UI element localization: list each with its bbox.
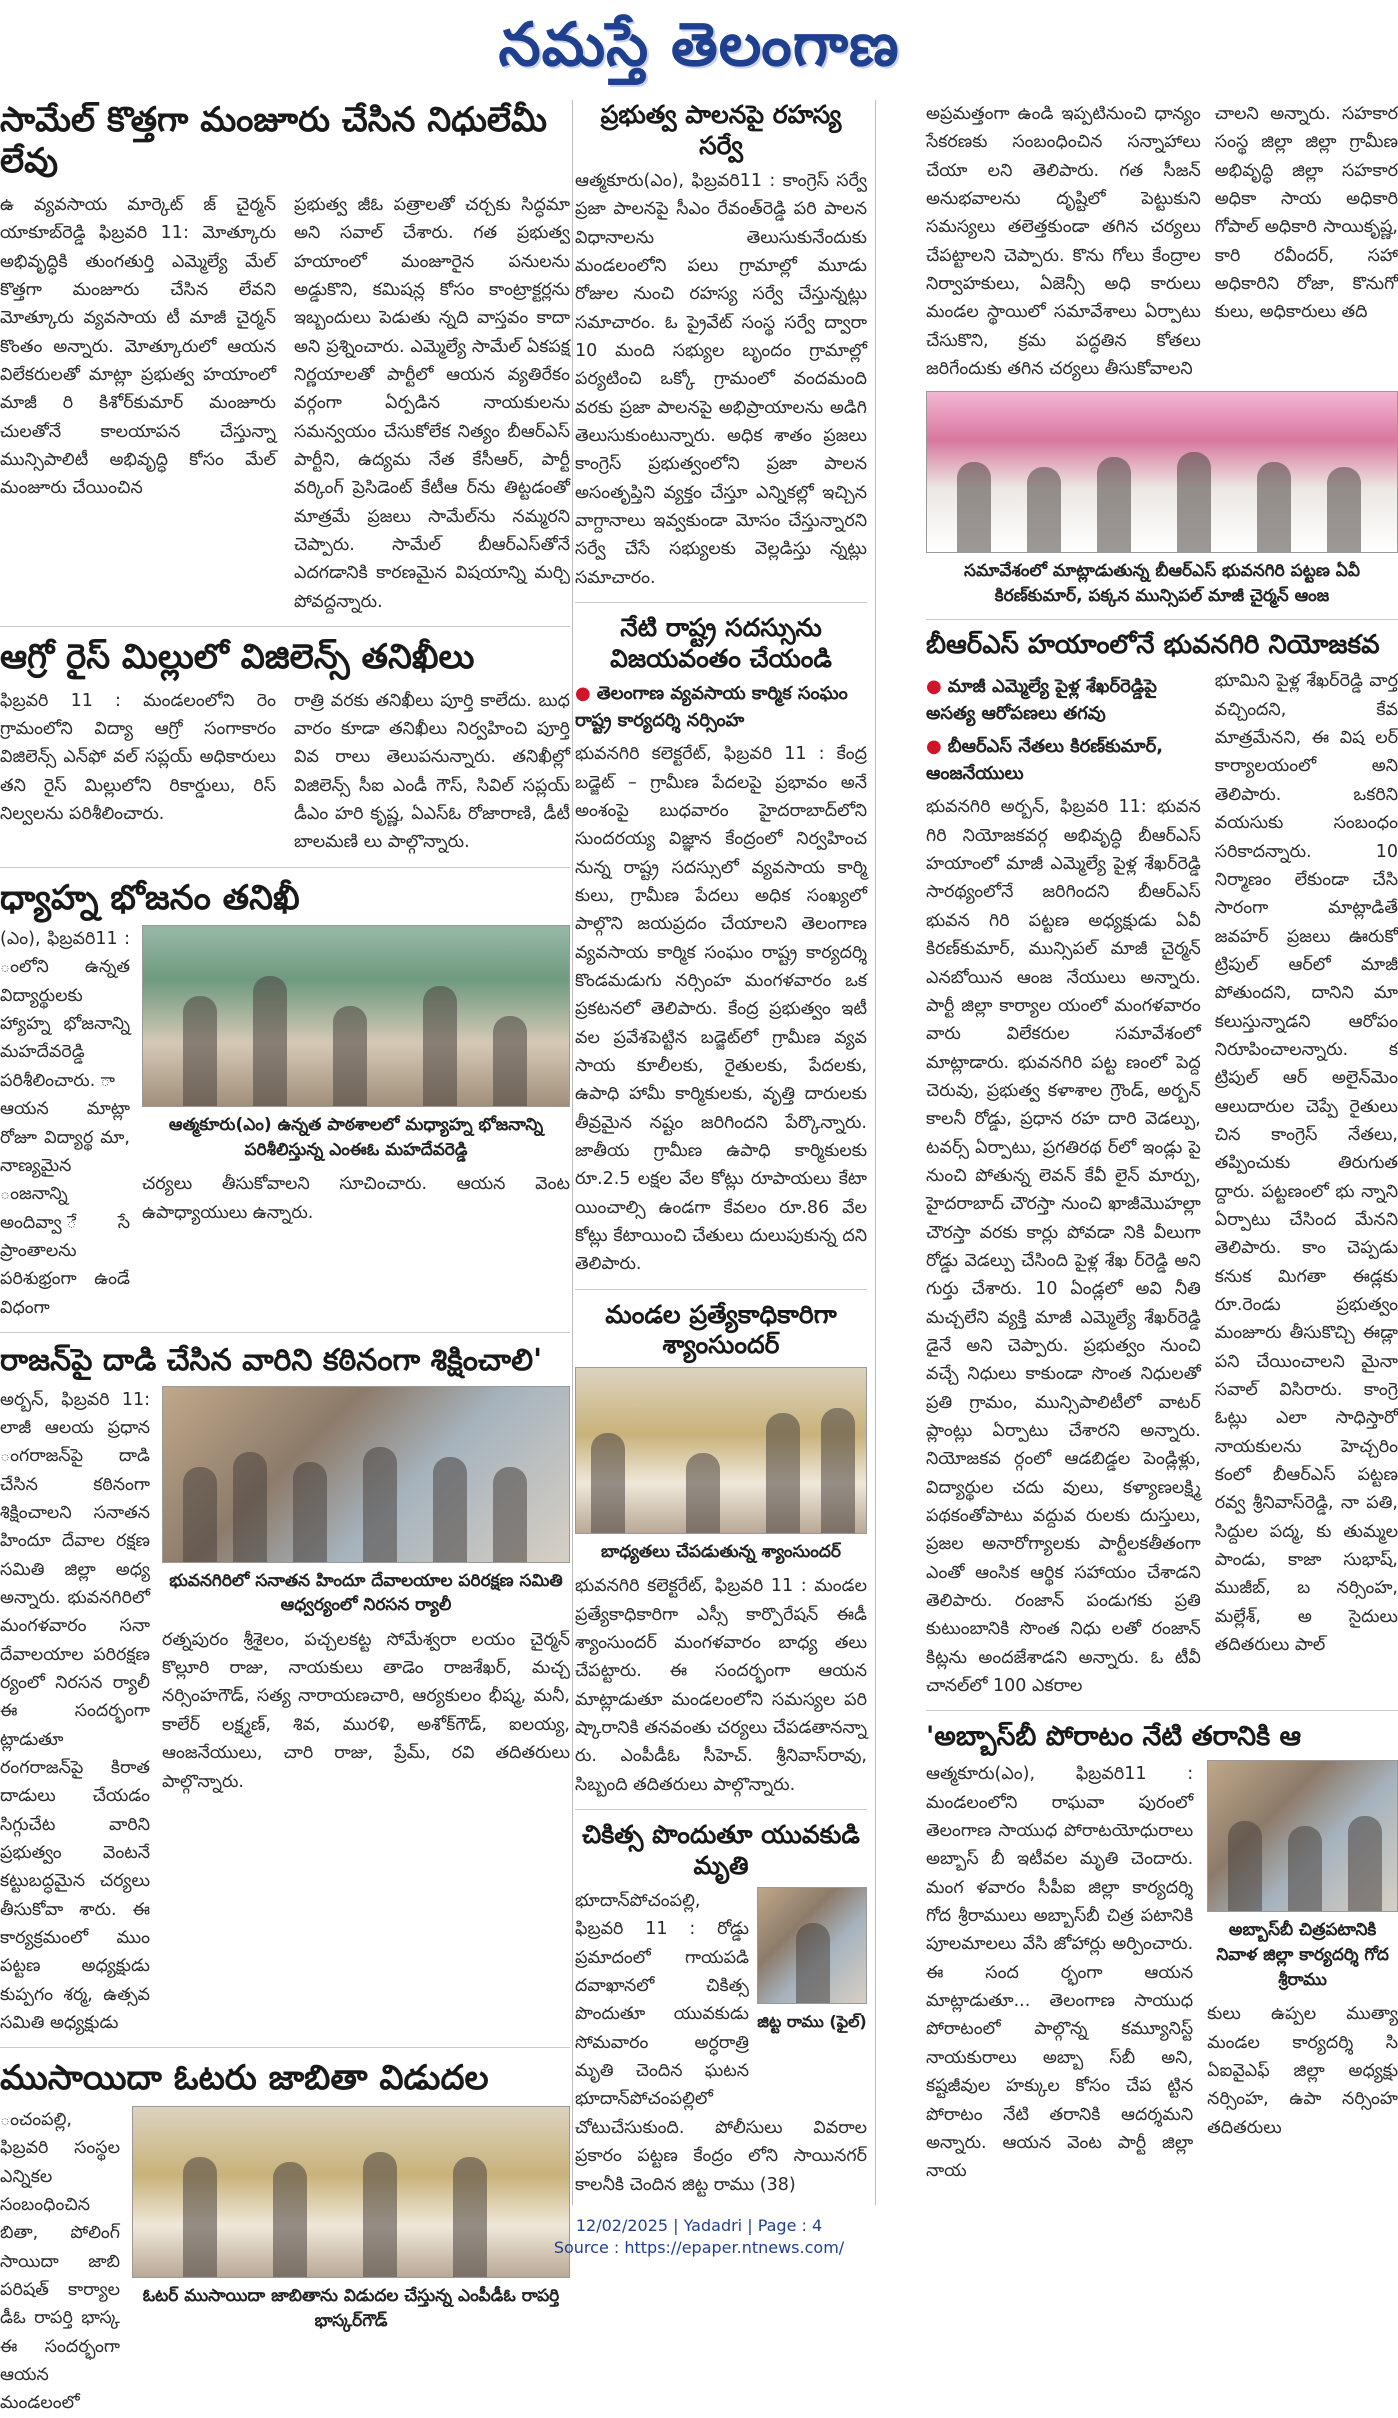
column-right xyxy=(926,100,1398,2205)
subheading-bullet: ● బీఆర్‌ఎస్ నేతలు కిరణ్‌కుమార్, ఆంజనేయులు xyxy=(926,736,1164,785)
article-special-officer xyxy=(575,1300,867,1799)
headline: మండల ప్రత్యేకాధికారిగా శ్యాంసుందర్ xyxy=(605,1299,837,1360)
article-grain-procurement xyxy=(926,100,1398,383)
news-photo xyxy=(162,1386,570,1563)
bullet-icon: ● xyxy=(926,736,942,758)
article-body: చాలని అన్నారు. సహకార సంస్థ జిల్లా జిల్లా గ్రామీణ అభివృద్ధి జిల్లా సహకార అధికా సాయ అధికారి గోపాల్ అధికారి సాయికృష్ణ, కారి రవీందర్, సహా అధికారిని రోజా, కొనుగో కులు, అధికారులు తది xyxy=(1214,104,1398,323)
source-link[interactable]: Source : https://epaper.ntnews.com/ xyxy=(553,2237,845,2257)
column-middle xyxy=(575,100,867,2205)
headline: ఆగ్రో రైస్ మిల్లులో విజిలెన్స్ తనిఖీలు xyxy=(0,637,475,678)
edition-info: 12/02/2025 | Yadadri | Page : 4 xyxy=(575,2216,823,2235)
headline: సామేల్ కొత్తగా మంజూరు చేసిన నిధులేమీ లేవు xyxy=(0,100,547,182)
article-body: రత్నపురం శ్రీశైలం, పచ్చలకట్ట సోమేశ్వరా లయం చైర్మన్ కొల్లూరి రాజు, నాయకులు తాడెం రాజశేఖర్, మచ్చ నర్సింహగౌడ్, సత్య నారాయణచారి, ఆర్యకులం భీష్మ, మనీ, కాలేర్ లక్ష్మణ్, శివ, మురళి, అశోక్‌గౌడ్, ఐలయ్య, ఆంజనేయులు, చారి రాజు, ప్రేమ్, రవి తదితరులు పాల్గొన్నారు. xyxy=(162,1629,570,1792)
article-body: ంచంపల్లి, ఫిబ్రవరి సంస్థల ఎన్నికల సంబంధించిన బితా, పోలింగ్ సాయిదా జాబి పరిషత్ కార్యాల డీఓ రాపర్తి భాస్క ఈ సందర్భంగా ఆయన మండలంలో xyxy=(0,2109,120,2414)
column-rule xyxy=(875,100,876,2205)
portrait-photo xyxy=(757,1887,867,2004)
headline: చికిత్స పొందుతూ యువకుడి మృతి xyxy=(582,1820,860,1880)
page-footer xyxy=(0,2215,1398,2258)
news-photo xyxy=(575,1367,867,1534)
article-rangarajan xyxy=(0,1343,570,2038)
divider xyxy=(0,1332,570,1333)
photo-caption: సమావేశంలో మాట్లాడుతున్న బీఆర్‌ఎస్ భువనగిరి పట్టణ ఏవీ కిరణ్‌కుమార్, పక్కన మున్సిపల్ మాజీ చైర్మన్ ఆంజ xyxy=(964,561,1360,607)
headline: 'అబ్బాస్‌బీ పోరాటం నేటి తరానికి ఆ xyxy=(926,1721,1302,1753)
article-midday-meal xyxy=(0,878,570,1322)
headline: ధ్యాహ్న భోజనం తనిఖీ xyxy=(0,877,300,918)
divider xyxy=(575,1289,867,1290)
article-body: అర్బన్, ఫిబ్రవరి 11: లాజీ ఆలయ ప్రధాన ంగరాజన్‌పై దాడి చేసిన కఠినంగా శిక్షించాలని సనాతన హిందూ దేవాల రక్షణ సమితి జిల్లా అధ్య అన్నారు. భువనగిరిలో మంగళవారం సనా దేవాలయాల పరిరక్షణ ర్యంలో నిరసన ర్యాలీ ఈ సందర్భంగా ట్లాడుతూ రంగరాజన్‌పై కిరాత దాడులు చేయడం సిగ్గుచేట వారిని ప్రభుత్వం వెంటనే కట్టుబద్ధమైన చర్యలు తీసుకోవా శారు. ఈ కార్యక్రమంలో ముం పట్టణ అధ్యక్షుడు కుప్పగం శర్మ, ఉత్సవ సమితి అధ్యక్షుడు xyxy=(0,1389,150,2034)
divider xyxy=(926,1710,1398,1711)
article-body: కులు ఉప్పల ముత్యా మండల కార్యదర్శి సి ఏఐవైఎఫ్ జిల్లా అధ్యక్షు నర్సింహ, ఉపా నర్సింహ తదితరులు xyxy=(1207,2004,1398,2138)
masthead xyxy=(0,0,1398,95)
photo-caption: బాధ్యతలు చేపడుతున్న శ్యాంసుందర్ xyxy=(601,1541,841,1562)
article-body: అప్రమత్తంగా ఉండి ఇప్పటినుంచి ధాన్యం సేకరణకు సంబంధించిన సన్నాహాలు చేయా లని తెలిపారు. గత సీజన్ అనుభవాలను దృష్టిలో పెట్టుకుని సమస్యలు తలెత్తకుండా తగిన చర్యలు చేపట్టాలని చెప్పారు. కొను గోలు కేంద్రాల నిర్వాహకులు, ఏజెన్సీ అధి కారులు మండల స్థాయిలో సమావేశాలు ఏర్పాటు చేసుకొని, క్రమ పద్ధతిన కోతలు జరిగేందుకు తగిన చర్యలు తీసుకోవాలని xyxy=(926,104,1201,380)
article-body: ఆత్మకూరు(ఎం), ఫిబ్రవరి11 : కాంగ్రెస్ సర్వే ప్రజా పాలనపై సీఎం రేవంత్‌రెడ్డి పరి పాలన విధానాలను తెలుసుకునేందుకు మండలంలోని పలు గ్రామాల్లో మూడు రోజుల నుంచి రహస్య సర్వే చేస్తున్నట్లు సమాచారం. ఓ ప్రైవేట్ సంస్థ సర్వే ద్వారా 10 మంది సభ్యుల బృందం గ్రామాల్లో పర్యటించి ఒక్కో గ్రామంలో వందమంది వరకు ప్రజా పాలనపై అభిప్రాయాలను అడిగి తెలుసుకుంటున్నారు. అధిక శాతం ప్రజలు కాంగ్రెస్ ప్రభుత్వంలోని ప్రజా పాలన అసంతృప్తిని వ్యక్తం చేస్తూ ఎన్నికల్లో ఇచ్చిన వాగ్దానాలు ఇవ్వకుండా మోసం చేస్తున్నారని సర్వే చేసే సభ్యులకు వెల్లడిస్తు న్నట్లు సమాచారం. xyxy=(575,171,867,588)
photo-caption: అబ్బాస్‌బీ చిత్రపటానికి నివాళ జిల్లా కార్యదర్శి గోద శ్రీరాము xyxy=(1216,1920,1389,1990)
article-state-conference xyxy=(575,613,867,1279)
bullet-icon: ● xyxy=(926,676,942,698)
divider xyxy=(575,1809,867,1810)
divider xyxy=(575,602,867,603)
news-photo xyxy=(1207,1760,1398,1912)
divider xyxy=(0,2047,570,2048)
news-photo xyxy=(142,925,570,1107)
column-rule xyxy=(572,100,573,2205)
article-body: చోటుచేసుకుంది. పోలీసులు వివరాల ప్రకారం పట్టణ కేంద్రం లోని సాయినగర్ కాలనీకి చెందిన జిట్ట రాము (38) xyxy=(575,2117,867,2195)
column-left xyxy=(0,100,570,2414)
article-body: ఉ వ్యవసాయ మార్కెట్ జ్ చైర్మన్ యాకూబ్‌రెడ్డి ఫిబ్రవరి 11: మోత్కూరు అభివృద్ధికి తుంగతుర్తి ఎమ్మెల్యే మేల్ కొత్తగా మంజూరు చేసిన లేవని మోత్కూరు వ్యవసాయ టీ మాజీ చైర్మన్ కొంతం అన్నారు. మోత్కూరులో ఆయన విలేకరులతో మాట్లా ప్రభుత్వ హయాంలో మాజీ రి కిశోర్‌కుమార్ మంజూరు చులతోనే కాలయాపన చేస్తున్నా మున్సిపాలిటీ అభివృద్ధి కోసం మేల్ మంజూరు చేయించిన xyxy=(0,194,276,499)
photo-caption: ఓటర్ ముసాయిదా జాబితాను విడుదల చేస్తున్న ఎంపీడీఓ రాపర్తి భాస్కర్‌గౌడ్ xyxy=(142,2285,560,2331)
subheading-bullet: ● తెలంగాణ వ్యవసాయ కార్మిక సంఘం రాష్ట్ర కార్యదర్శి నర్సింహ xyxy=(575,683,848,732)
article-body: భువనగిరి అర్బన్, ఫిబ్రవరి 11: భువన గిరి నియోజకవర్గ అభివృద్ధి బీఆర్‌ఎస్ హయాంలో మాజీ ఎమ్మెల్యే పైళ్ల శేఖర్‌రెడ్డి సారథ్యంలోనే జరిగిందని బీఆర్‌ఎస్ భువన గిరి పట్టణ అధ్యక్షుడు ఏవీ కిరణ్‌కుమార్, మున్సిపల్ మాజీ చైర్మన్ ఎనబోయిన ఆంజ నేయులు అన్నారు. పార్టీ జిల్లా కార్యాల యంలో మంగళవారం వారు విలేకరుల సమావేశంలో మాట్లాడారు. భువనగిరి పట్ట ణంలో పెద్ద చెరువు, ప్రభుత్వ కళాశాల గ్రౌండ్, అర్బన్ కాలనీ రోడ్డు, ప్రధాన రహ దారి వెడల్పు, టవర్స్ ఏర్పాటు, ప్రగతిరథ ర్‌లో ఇండ్లు పై నుంచి పోతున్న లెవన్ కేవీ లైన్ మార్పు, హైదరాబాద్ చౌరస్తా నుంచి ఖాజీమొహల్లా చౌరస్తా వరకు కార్లు పోవడా నికి వీలుగా రోడ్డు వెడల్పు చేసింది పైళ్ల శేఖ ర్‌రెడ్డి అని గుర్తు చేశారు. 10 ఏండ్లలో అవి నీతి మచ్చలేని వ్యక్తి మాజీ ఎమ్మెల్యే శేఖర్‌రెడ్డి డైనే అని చెప్పారు. ప్రభుత్వం నుంచి వచ్చే నిధులు కాకుండా సొంత నిధులతో ప్రతి గ్రామం, మున్సిపాలిటీలో వాటర్ ప్లాంట్లు ఏర్పాటు చేశారని అన్నారు. నియోజకవ ర్గంలో ఆడబిడ్డల పెండ్లిళ్లు, విద్యార్థుల చదు వులు, కళ్యాణలక్ష్మి పథకంతోపాటు వద్దువ రులకు దుస్తులు, ప్రజల అనారోగ్యాలకు పార్టీలకతీతంగా ఎంతో ఆంసిక ఆర్థిక సహాయం చేశాడని తెలిపారు. రంజాన్ పండుగకు ప్రతి కుటుంబానికి సొంత నిధు లతో రంజాన్ కిట్లను అందజేశాడని అన్నారు. ఓ టీవీ చానల్‌లో 100 ఎకరాల xyxy=(926,797,1201,1697)
article-vigilance xyxy=(0,637,570,857)
article-body: భూమిని పైళ్ల శేఖర్‌రెడ్డి వార్త వచ్చిందని, కేవ మాత్రమేనని, ఈ విష లర్ కార్యాలయంలో అని తెలిపారు. ఒకరిని వయసుకు సంబంధం సరికాదన్నారు. 10 నిర్మాణం లేకుండా చేసి సారంగా మాట్లాడితే జవహర్ ప్రజలు ఊరుకో ట్రిపుల్ ఆర్‌లో మాజీ పోతుందని, దానిని మా కలుస్తున్నాడని ఆరోపం నిరూపించాలన్నారు. క ట్రిపుల్ ఆర్ అలైన్‌మెం ఆలుదారుల చెప్పే రైతులు చిన కాంగ్రెస్ నేతలు, తప్పించుకు తిరుగుత ద్దారు. పట్టణంలో భు న్నాని ఏర్పాటు చేసింద మేనని తెలిపారు. కాం చెప్పడు కనుక మిగతా ఈడ్లకు రూ.రెండు ప్రభుత్వం మంజూరు తీసుకొచ్చి ఈడ్లా పని చేయించాలని మైనా సవాల్ విసిరారు. కాంగ్రె ఓట్లు ఎలా సాధిస్తారో నాయకులను హెచ్చరిం కంలో బీఆర్‌ఎస్ పట్టణ రవ్వ శ్రీనివాస్‌రెడ్డి, నా పతి, సిద్దుల పద్మ, కు తుమ్మల పాండు, కాజా సుభాష్, ముజీబ్, బ నర్సింహ, మల్లేశ్, అ సైదులు తదితరులు పాల్ xyxy=(1214,671,1398,1656)
photo-caption: జిట్ట రాము (ఫైల్) xyxy=(757,2012,867,2032)
article-body: ప్రభుత్వ జీఓ పత్రాలతో చర్చకు సిద్ధమా అని సవాల్ చేశారు. గత ప్రభుత్వ హయాంలో మంజూరైన పనులను అడ్డుకొని, కమిషన్ల కోసం కాంట్రాక్టర్లను ఇబ్బందులు పెడుతు న్నది వాస్తవం కాదా అని ప్రశ్నించారు. ఎమ్మెల్యే సామేల్ ఏకపక్ష నిర్ణయాలతో పార్టీలో ఆయన వ్యతిరేకం వర్గంగా ఏర్పడిన నాయకులను సమన్వయం చేసుకోలేక నిత్యం బీఆర్‌ఎస్ పార్టీని, ఉద్యమ నేత కేసీఆర్, పార్టీ వర్కింగ్ ప్రెసిడెంట్ కేటీఆ ర్‌ను తిట్టడంతో మాత్రమే ప్రజలు సామేల్‌ను నమ్మరని చెప్పారు. సామేల్ బీఆర్‌ఎస్‌తోనే ఎదగడానికి కారణమైన విషయాన్ని మర్చి పోవద్దన్నారు. xyxy=(294,194,570,612)
article-body: భువనగిరి కలెక్టరేట్, ఫిబ్రవరి 11 : మండల ప్రత్యేకాధికారిగా ఎస్సీ కార్పొరేషన్ ఈడీ శ్యాంసుందర్ మంగళవారం బాధ్య తలు చేపట్టారు. ఈ సందర్భంగా ఆయన మాట్లాడుతూ మండలంలోని సమస్యల పరి ష్కారానికి తనవంతు చర్యలు చేపడతానన్నా రు. ఎంపీడీఓ సీహెచ్. శ్రీనివాస్‌రావు, సిబ్బంది తదితరులు పాల్గొన్నారు. xyxy=(575,1576,867,1795)
article-body: ఫిబ్రవరి 11 : మండలంలోని రెం గ్రామంలోని విద్యా ఆగ్రో సంగాకారం విజిలెన్స్ ఎన్‌ఫో వల్ సప్లయ్ అధికారులు తని రైస్ మిల్లులోని రికార్డులు, రిస్ నిల్వలను పరిశీలించారు. xyxy=(0,690,276,824)
divider xyxy=(0,626,570,627)
article-body: రాత్రి వరకు తనిఖీలు పూర్తి కాలేదు. బుధ వారం కూడా తనిఖీలు నిర్వహించి పూర్తి వివ రాలు తెలుపనున్నారు. తనిఖీల్లో విజిలెన్స్ సీఐ ఎండీ గౌస్, సివిల్ సప్లయ్ డీఎం హరి కృష్ణ, ఏఎస్‌ఓ రోజారాణి, డీటీ బాలమణి లు పాల్గొన్నారు. xyxy=(294,690,570,853)
bullet-icon: ● xyxy=(575,683,591,705)
article-brs-bhuvanagiri xyxy=(926,391,1398,1700)
article-body: చర్యలు తీసుకోవాలని సూచించారు. ఆయన వెంట ఉపాధ్యాయులు ఉన్నారు. xyxy=(142,1174,570,1223)
subheading-bullet: ● మాజీ ఎమ్మెల్యే పైళ్ల శేఖర్‌రెడ్డిపై అసత్య ఆరోపణలు తగవు xyxy=(926,676,1157,725)
article-body: భూదాన్‌పోచంపల్లి, ఫిబ్రవరి 11 : రోడ్డు ప్రమాదంలో గాయపడి దవాఖానలో చికిత్స పొందుతూ యువకుడు సోమవారం అర్ధరాత్రి మృతి చెందిన ఘటన భూదాన్‌పోచంపల్లిలో xyxy=(575,1891,749,2110)
article-body: (ఎం), ఫిబ్రవరి11 : ంలోని ఉన్నత విద్యార్థులకు హ్యాహ్న భోజనాన్ని మహదేవరెడ్డి పరిశీలించారు. ా ఆయన మాట్లా రోజూ విద్యార్థ మా, నాణ్యమైన ంజనాన్ని అందివ్వా ేసే ప్రాంతాలను పరిశుభ్రంగా ఉండే విధంగా xyxy=(0,929,130,1318)
news-photo xyxy=(926,391,1398,553)
article-samel xyxy=(0,100,570,616)
headline: రాజన్‌పై దాడి చేసిన వారిని కఠినంగా శిక్షించాలి' xyxy=(0,1342,543,1378)
photo-caption: భువనగిరిలో సనాతన హిందూ దేవాలయాల పరిరక్షణ సమితి ఆధ్వర్యంలో నిరసన ర్యాలీ xyxy=(169,1570,563,1616)
photo-caption: ఆత్మకూరు(ఎం) ఉన్నత పాఠశాలలో మధ్యాహ్న భోజనాన్ని పరిశీలిస్తున్న ఎంఈఓ మహదేవరెడ్డి xyxy=(168,1115,544,1160)
headline: నేటి రాష్ట్ర సదస్సును విజయవంతం చేయండి xyxy=(610,613,832,673)
divider xyxy=(0,867,570,868)
article-body: ఆత్మకూరు(ఎం), ఫిబ్రవరి11 : మండలంలోని రాఘవా పురంలో తెలంగాణ సాయుధ పోరాటయోధురాలు అబ్బాస్ బీ ఇటీవల మృతి చెందారు. మంగ ళవారం సీపీఐ జిల్లా కార్యదర్శి గోద శ్రీరాములు అబ్బాస్‌బీ చిత్ర పటానికి పూలమాలలు వేసి జోహార్లు అర్పించారు. ఈ సంద ర్భంగా ఆయన మాట్లాడుతూ... తెలంగాణ సాయుధ పోరాటంలో పాల్గొన్న కమ్యూనిస్ట్ నాయకురాలు అబ్బా స్‌బీ అని, కష్టజీవుల హక్కుల కోసం చేప ట్టిన పోరాటం నేటి తరానికి ఆదర్శమని అన్నారు. ఆయన వెంట పార్టీ జిల్లా నాయ xyxy=(926,1764,1194,2182)
article-youth-death xyxy=(575,1820,867,2199)
headline: ప్రభుత్వ పాలనపై రహస్య సర్వే xyxy=(600,100,842,160)
divider xyxy=(926,619,1398,620)
headline: ముసాయిదా ఓటరు జాబితా విడుదల xyxy=(0,2058,489,2099)
newspaper-logo: నమస్తే తెలంగాణ xyxy=(498,10,900,80)
headline: బీఆర్‌ఎస్ హయాంలోనే భువనగిరి నియోజకవ xyxy=(926,629,1380,660)
article-body: భువనగిరి కలెక్టరేట్, ఫిబ్రవరి 11 : కేంద్ర బడ్జెట్ – గ్రామీణ పేదలపై ప్రభావం అనే అంశంపై బుధవారం హైదరాబాద్‌లోని సుందరయ్య విజ్ఞాన కేంద్రంలో నిర్వహించ నున్న రాష్ట్ర సదస్సులో వ్యవసాయ కార్మి కులు, గ్రామీణ పేదలు అధిక సంఖ్యలో పాల్గొని జయప్రదం చేయాలని తెలంగాణ వ్యవసాయ కార్మిక సంఘం రాష్ట్ర కార్యదర్శి కొండమడుగు నర్సింహ మంగళవారం ఒక ప్రకటనలో తెలిపారు. కేంద్ర ప్రభుత్వం ఇటీ వల ప్రవేశపెట్టిన బడ్జెట్‌లో గ్రామీణ వ్యవ సాయ కూలీలకు, రైతులకు, పేదలకు, ఉపాధి హామీ కార్మికులకు, వృత్తి దారులకు తీవ్రమైన నష్టం జరిగిందని పేర్కొన్నారు. జాతీయ గ్రామీణ ఉపాధి కార్మికులకు రూ.2.5 లక్షల వేల కోట్లు రూపాయలు కేటా యించాల్సి ఉండగా కేవలం రూ.86 వేల కోట్లు కేటాయించి చేతులు దులుపుకున్న దని తెలిపారు. xyxy=(575,744,867,1275)
article-abbasbee xyxy=(926,1721,1398,2185)
article-secret-survey xyxy=(575,100,867,592)
